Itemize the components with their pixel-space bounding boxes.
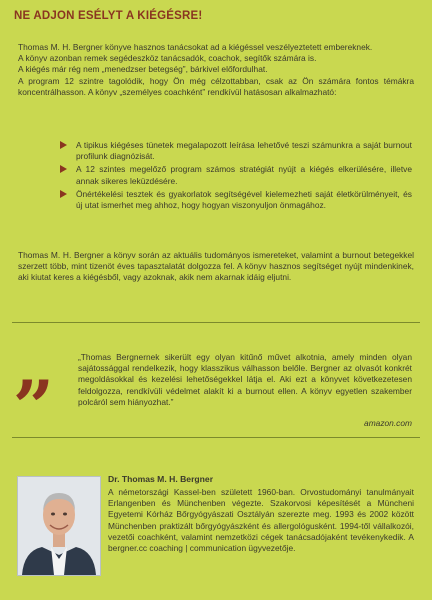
- intro-paragraph: A könyv azonban remek segédeszköz tanácsadók, coachok, segítők számára is.: [18, 53, 317, 64]
- divider: [12, 437, 420, 438]
- quote-source: amazon.com: [364, 418, 412, 428]
- list-item-text: Önértékelési tesztek és gyakorlatok segítségével kielemezheti saját életkörülményeit, és új utat ismerhet meg ahhoz, hogy hogyan viszonyuljon önmagához.: [76, 188, 412, 211]
- intro-section: [18, 42, 414, 98]
- quotation-mark-icon: „: [14, 323, 56, 408]
- triangle-bullet-icon: [60, 165, 67, 173]
- review-quote: „Thomas Bergnernek sikerült egy olyan kitűnő művet alkotnia, amely minden olyan sajátossággal rendelkezik, hogy klasszikus válhasson belőle. Bergner az olvasót konkrét megoldásokkal és kezelési lehetőségekkel látja el. Aki ezt a könyvet következetesen feldolgozza, rendkívüli védelmet alakít ki a burnout ellen. A könyv egyetlen szakember polcáról sem hiányozhat.”: [78, 352, 412, 407]
- intro-paragraph: A kiégés már rég nem „menedzser betegség”, bárkivel előfordulhat.: [18, 64, 268, 75]
- author-bio: A németországi Kassel-ben született 1960-ban. Orvostudományi tanulmányait Erlangenben és Münchenben végezte. Szakorvosi képesítését a Müncheni Egyetemi Kórház Bőrgyógyászati Osztályán szerezte meg. 1993 és 2002 között Münchenben praktizált bőrgyógyászként és allergológusként. 1994-től vállalkozói, vezetői coachként, valamint nemzetközi cégek tanácsadójaként tevékenykedik. A bergner.cc coaching | communication ügyvezetője.: [108, 487, 414, 554]
- page-title: NE ADJON ESÉLYT A KIÉGÉSRE!: [14, 10, 203, 22]
- triangle-bullet-icon: [60, 190, 67, 198]
- triangle-bullet-icon: [60, 141, 67, 149]
- list-item: [60, 189, 412, 211]
- intro-paragraph: Thomas M. H. Bergner könyve hasznos tanácsokat ad a kiégéssel veszélyeztetett embereknek.: [18, 42, 373, 52]
- divider: [12, 322, 420, 323]
- list-item-text: A 12 szintes megelőző program számos stratégiát nyújt a kiégés elkerülésére, illetve annak sikeres leküzdésére.: [76, 164, 412, 186]
- list-item-text: A tipikus kiégéses tünetek megalapozott leírása lehetővé teszi számunkra a saját burnout profilunk diagnózisát.: [76, 140, 412, 162]
- intro-paragraph: A program 12 szintre tagolódik, hogy Ön még célzottabban, csak az Ön számára fontos témákra koncentrálhasson. A könyv „személyes coachként” rendkívül hatásosan alkalmazható:: [18, 75, 414, 97]
- list-item: [60, 140, 412, 162]
- summary-paragraph: Thomas M. H. Bergner a könyv során az aktuális tudományos ismereteket, valamint a burnout betegekkel szerzett több, mint tizenöt éves tapasztalatát dolgozza fel. A könyv hasznos segítséget nyújt mindenkinek, aki kiutat keres a kiégésből, vagy azoknak, akik nem akarnak idáig eljutni.: [18, 250, 414, 283]
- benefit-list: [60, 140, 412, 213]
- author-photo: [17, 476, 101, 576]
- author-name: Dr. Thomas M. H. Bergner: [108, 474, 214, 484]
- list-item: [60, 164, 412, 186]
